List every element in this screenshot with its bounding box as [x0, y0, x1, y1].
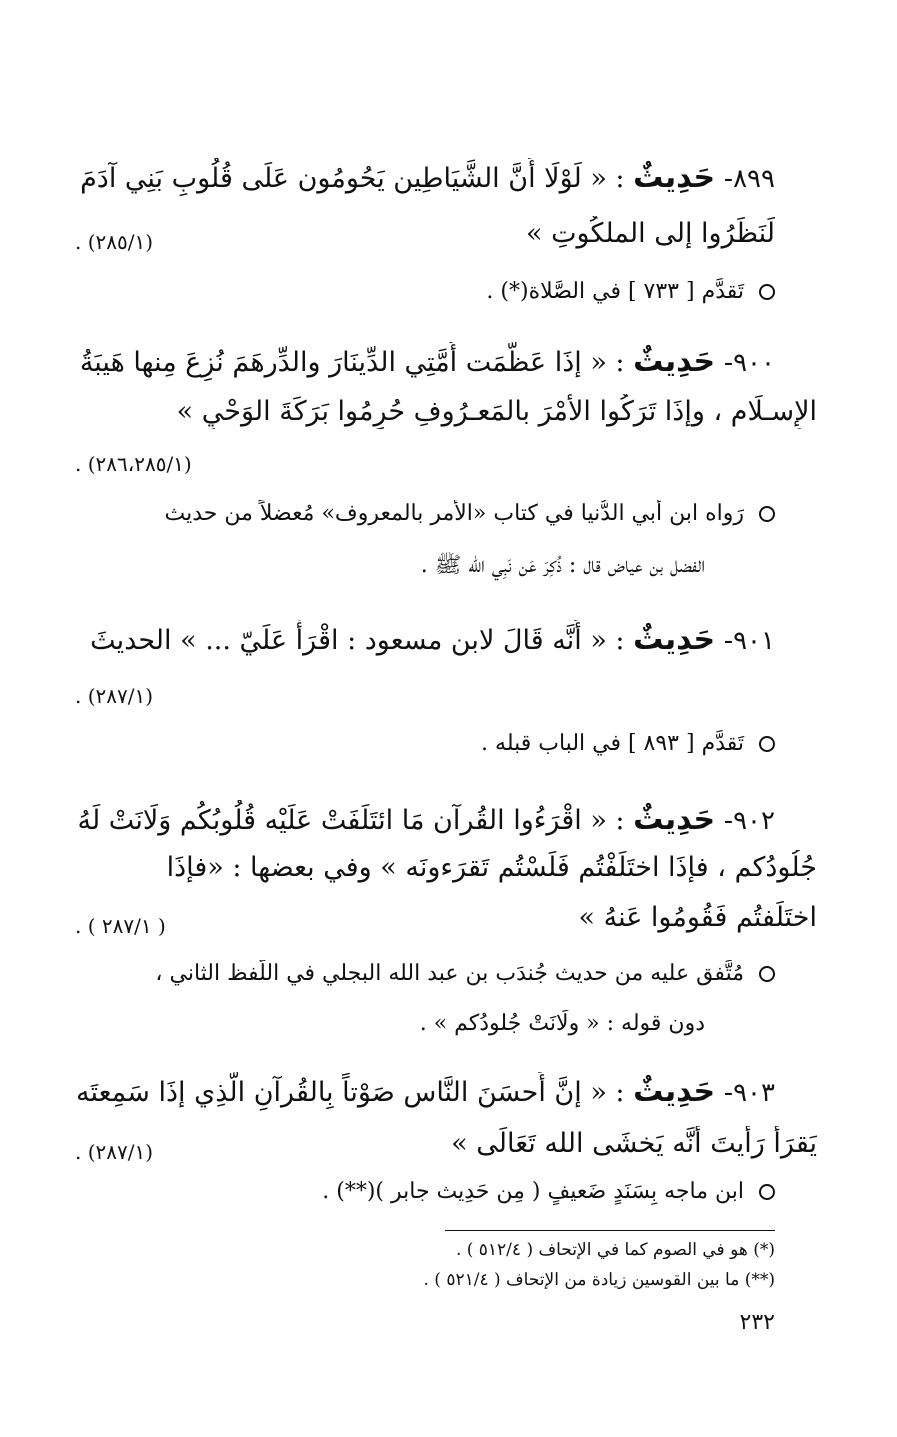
note-text: دون قوله : « ولَانَتْ جُلودُكم » . — [419, 1011, 705, 1036]
entry-line-2 — [315, 1126, 817, 1161]
circle-bullet-icon — [759, 736, 775, 752]
entry-label: حَدِيثٌ — [633, 344, 716, 379]
page-number: ٢٣٢ — [739, 1310, 775, 1335]
entry-line-2 — [315, 216, 775, 251]
entry-text: اختَلَفتُم فَقُومُوا عَنهُ » — [578, 902, 817, 933]
footnotes-section — [423, 1230, 775, 1310]
entry-note — [75, 960, 775, 989]
entry-note-continued — [75, 1010, 705, 1039]
entry-number: ٩٠٠- — [723, 348, 775, 378]
hadith-entry-903 — [75, 1072, 817, 1222]
hadith-entry-902 — [75, 800, 817, 1050]
entry-label: حَدِيثٌ — [633, 802, 716, 837]
entry-line-1 — [75, 1072, 775, 1111]
entry-reference: (٢٨٥/١) . — [75, 230, 154, 254]
entry-text: : « إذَا عَظَّمَت أُمَّتِي الدِّينَارَ والدِّرهَمَ نُزِعَ مِنها هَيبَةُ — [79, 347, 625, 378]
footnote-1: (*) هو في الصوم كما في الإتحاف ( ٥١٢/٤ ) . — [455, 1240, 775, 1260]
entry-label: حَدِيثٌ — [633, 622, 716, 657]
hadith-entry-899 — [75, 158, 775, 318]
circle-bullet-icon — [759, 506, 775, 522]
entry-text: يَقرَأ رَأَيتَ أَنَّه يَخشَى الله تَعَالَى » — [451, 1128, 817, 1159]
entry-reference: (٢٨٦،٢٨٥/١) . — [75, 452, 192, 476]
entry-reference: (٢٨٧/١) . — [75, 1140, 154, 1164]
entry-note — [75, 278, 775, 307]
entry-text: : « أَنَّه قَالَ لابن مسعود : اقْرَأْ عَلَيّ ... » الحديثَ — [90, 625, 625, 656]
note-text: تَقدَّم [ ٧٣٣ ] في الصَّلاة(*) . — [486, 279, 744, 304]
entry-text: لَنَظَرُوا إلى الملكُوتِ » — [525, 218, 775, 249]
note-text: الفضل بن عياض قال : ذُكِرَ عَن نَبِي الله ﷺ . — [420, 553, 705, 578]
entry-text: جُلُودُكم ، فإذَا اختَلَفْتُم فَلَسْتُم تَقرَءونَه » وفي بعضها : «فإذَا — [166, 852, 817, 883]
entry-reference: ( ٢٨٧/١ ) . — [75, 914, 166, 938]
entry-number: ٩٠٢- — [723, 806, 775, 836]
entry-number: ٩٠١- — [723, 626, 775, 656]
entry-line-1 — [75, 800, 775, 839]
hadith-entry-900 — [75, 342, 817, 592]
footnote-divider — [445, 1230, 775, 1231]
note-text: مُتَّفق عليه من حديث جُندَب بن عبد الله البجلي في اللَّفظ الثاني ، — [155, 961, 744, 986]
entry-line-2 — [75, 850, 817, 885]
entry-text: : « اقْرَءُوا القُرآن مَا ائتَلَفَتْ عَلَيْه قُلُوبُكُم وَلَانَتْ لَهُ — [77, 805, 625, 836]
entry-reference: (٢٨٧/١) . — [75, 684, 154, 708]
note-text: تَقدَّم [ ٨٩٣ ] في الباب قبله . — [481, 731, 744, 756]
note-text: رَواه ابن أبي الدُّنيا في كتاب «الأمر بالمعروف» مُعضلاً من حديث — [164, 501, 744, 526]
entry-line-2 — [75, 394, 817, 429]
entry-line-1 — [75, 158, 775, 197]
note-text: ابن ماجه بِسَنَدٍ ضَعيفٍ ( مِن حَدِيث جابر )(**) . — [322, 1179, 744, 1204]
entry-label: حَدِيثٌ — [633, 1074, 716, 1109]
entry-line-1 — [75, 342, 775, 381]
entry-text: الإِسـلَام ، وإذَا تَرَكُوا الأمْرَ بالمَعـرُوفِ حُرِمُوا بَرَكَةَ الوَحْيِ » — [176, 396, 817, 427]
entry-text: : « لَوْلَا أَنَّ الشَّيَاطِين يَحُومُون عَلَى قُلُوبِ بَنِي آدَمَ — [80, 163, 625, 194]
circle-bullet-icon — [759, 284, 775, 300]
entry-line-3 — [315, 900, 817, 935]
circle-bullet-icon — [759, 1184, 775, 1200]
hadith-entry-901 — [75, 620, 775, 770]
entry-number: ٨٩٩- — [723, 164, 775, 194]
entry-number: ٩٠٣- — [723, 1078, 775, 1108]
entry-text: : « إنَّ أَحسَنَ النَّاس صَوْتاً بِالقُرآنِ الَّذِي إذَا سَمِعتَه — [76, 1077, 625, 1108]
entry-note — [75, 1178, 775, 1207]
footnote-2: (**) ما بين القوسين زيادة من الإتحاف ( ٥٢١/٤ ) . — [423, 1270, 775, 1290]
entry-label: حَدِيثٌ — [633, 160, 716, 195]
entry-note — [75, 500, 775, 529]
entry-note — [75, 730, 775, 759]
entry-line-1 — [75, 620, 775, 659]
entry-note-continued — [75, 552, 705, 581]
circle-bullet-icon — [759, 966, 775, 982]
